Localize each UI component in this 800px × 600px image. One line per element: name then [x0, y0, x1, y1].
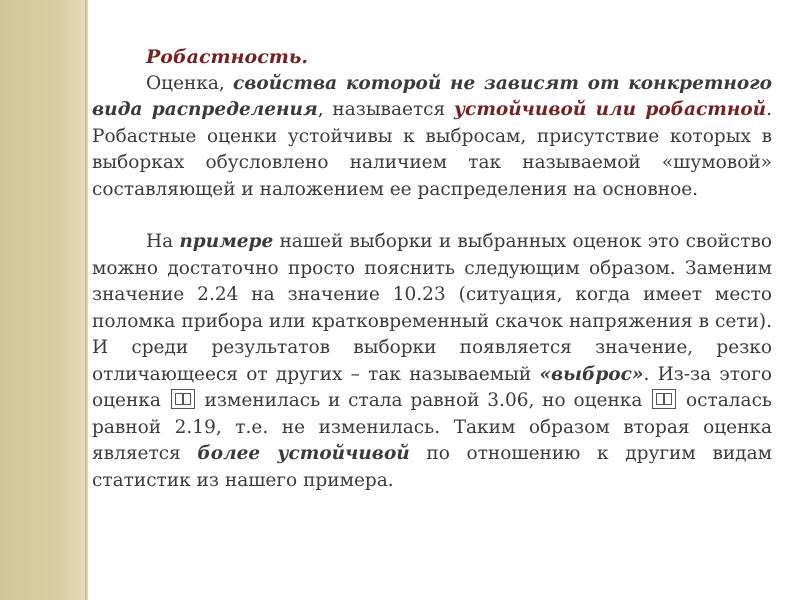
text-run: изменилась и стала равной 3.06, но оценка	[196, 390, 651, 411]
text-run: . Робастные оценки устойчивы к выбросам, присутствие которых в выборках обусловлено наличием так называемой «шумовой» составляющей и наложением ее распределения на основное.	[92, 99, 773, 200]
highlight-term: устойчивой или робастной	[453, 99, 767, 120]
missing-glyph-icon	[171, 389, 195, 409]
emphasis-text: свойства которой не зависят от конкретного вида распределения	[92, 72, 772, 120]
emphasis-text: более устойчивой	[197, 443, 410, 464]
text-run: На	[146, 231, 180, 252]
text-run: по отношению к другим видам статистик из нашего примера.	[92, 443, 772, 491]
text-run: осталась равной 2.19, т.е. не изменилась. Таким образом вторая оценка является	[92, 390, 773, 464]
decorative-sidebar	[0, 0, 88, 600]
emphasis-text: «выброс»	[539, 363, 644, 385]
emphasis-text: примере	[179, 231, 274, 252]
paragraph-definition	[92, 71, 772, 204]
missing-glyph-icon	[652, 389, 676, 409]
text-run: , называется	[317, 99, 454, 120]
text-run: . Из-за этого оценка	[92, 363, 772, 411]
text-run: нашей выборки и выбранных оценок это свойство можно достаточно просто пояснить следующим образом. Заменим значение 2.24 на значение 10.23 (ситуация, когда имеет место поломка прибора или кратковременный скачок напряжения в сети). И среди результатов выборки появляется значение, резко отличающееся от других – так называемый	[92, 231, 773, 385]
slide-title: Робастность.	[146, 46, 309, 68]
slide-content	[92, 44, 772, 494]
paragraph-example	[92, 229, 772, 494]
text-run: Оценка,	[146, 72, 233, 94]
